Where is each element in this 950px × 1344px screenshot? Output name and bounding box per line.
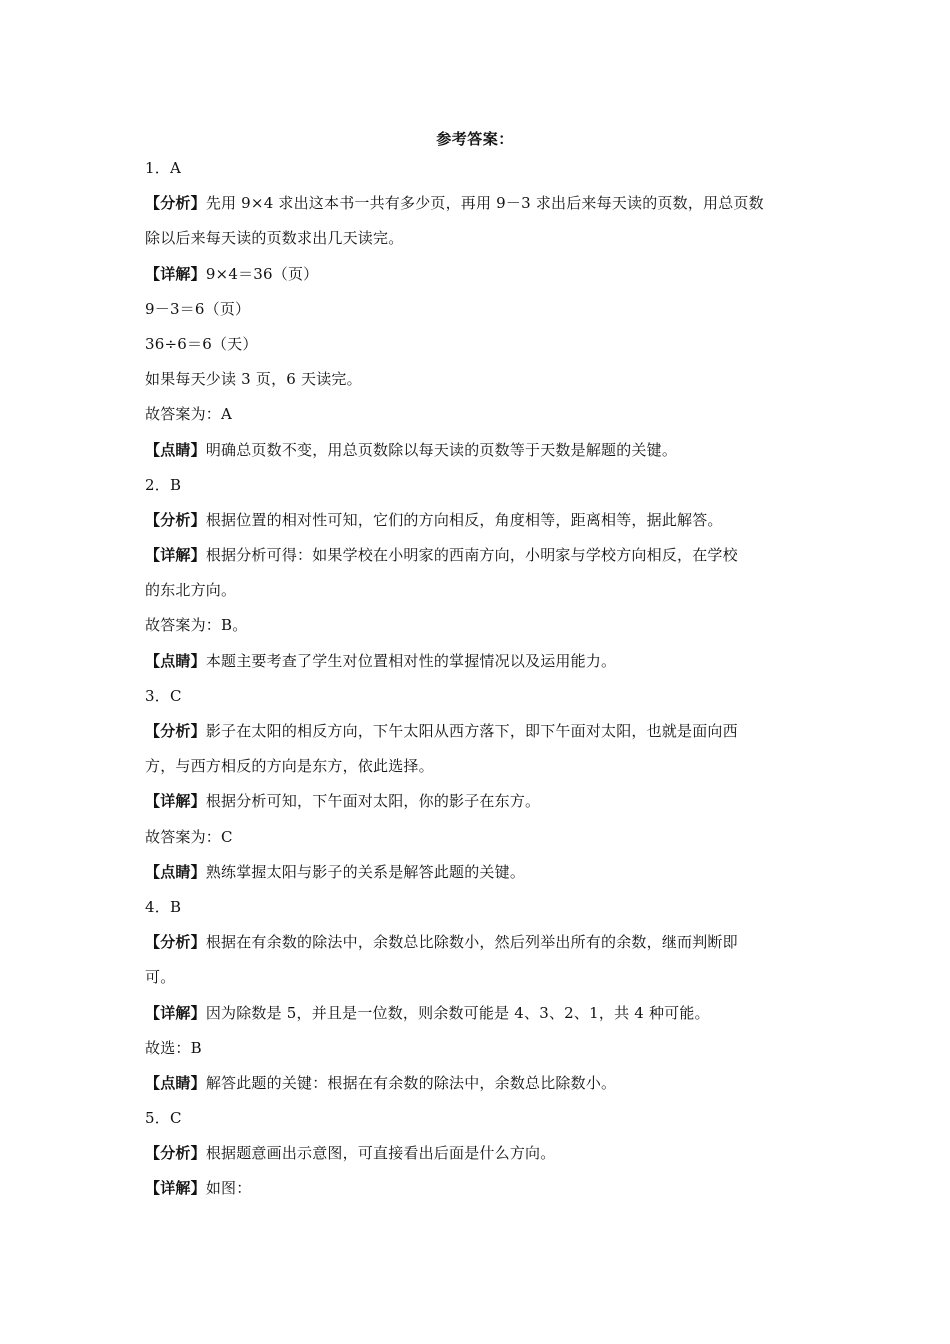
- section-tag: 【详解】: [145, 264, 206, 283]
- section-tag: 【详解】: [145, 792, 206, 811]
- answer-line: [145, 292, 813, 327]
- answer-line: [145, 1031, 813, 1066]
- line-text: 如图：: [205, 1179, 252, 1198]
- line-text: 明确总页数不变，用总页数除以每天读的页数等于天数是解题的关键。: [205, 440, 678, 459]
- answer-line: [145, 186, 813, 221]
- line-text: 如果每天少读 3 页，6 天读完。: [145, 370, 362, 389]
- section-tag: 【点睛】: [145, 440, 206, 459]
- section-tag: 【分析】: [145, 933, 206, 952]
- answer-line: [145, 538, 813, 573]
- answer-line: [145, 257, 813, 292]
- answer-line: [145, 151, 813, 186]
- answer-line: [145, 573, 813, 608]
- answer-line: [145, 397, 813, 432]
- answer-line: [145, 820, 813, 855]
- line-text: 故答案为：A: [145, 405, 233, 424]
- section-tag: 【点睛】: [145, 651, 206, 670]
- answer-line: [145, 1066, 813, 1101]
- answer-line: [145, 221, 813, 256]
- answer-line: [145, 1171, 813, 1206]
- line-text: 根据在有余数的除法中，余数总比除数小，然后列举出所有的余数，继而判断即: [205, 933, 738, 952]
- answer-line: [145, 960, 813, 995]
- section-tag: 【分析】: [145, 722, 206, 740]
- answer-line: [145, 679, 813, 714]
- line-text: 故选：B: [145, 1038, 202, 1057]
- line-text: 除以后来每天读的页数求出几天读完。: [145, 229, 404, 248]
- answer-line: [145, 749, 813, 784]
- answer-line: [145, 644, 813, 679]
- line-text: 36÷6＝6（天）: [145, 334, 258, 353]
- line-text: 9－3＝6（页）: [145, 299, 251, 318]
- section-tag: 【点睛】: [145, 862, 206, 881]
- section-tag: 【详解】: [145, 546, 206, 565]
- line-text: 可。: [145, 968, 176, 987]
- line-text: 5．C: [145, 1109, 182, 1128]
- answer-line: [145, 503, 813, 538]
- answer-line: [145, 1101, 813, 1136]
- line-text: 根据位置的相对性可知，它们的方向相反，角度相等，距离相等，据此解答。: [205, 510, 723, 529]
- line-text: 本题主要考查了学生对位置相对性的掌握情况以及运用能力。: [205, 651, 617, 670]
- line-text: 根据分析可得：如果学校在小明家的西南方向，小明家与学校方向相反，在学校: [205, 546, 738, 565]
- answer-line: [145, 925, 813, 960]
- line-text: 4．B: [145, 897, 182, 916]
- answer-line: [145, 433, 813, 468]
- line-text: 9×4＝36（页）: [205, 264, 319, 283]
- answer-content: [145, 151, 813, 1207]
- line-text: 先用 9×4 求出这本书一共有多少页，再用 9－3 求出后来每天读的页数，用总页数: [205, 194, 764, 213]
- line-text: 的东北方向。: [145, 581, 237, 600]
- answer-line: [145, 608, 813, 643]
- line-text: 故答案为：C: [145, 827, 233, 846]
- answer-line: [145, 855, 813, 890]
- line-text: 因为除数是 5，并且是一位数，则余数可能是 4、3、2、1，共 4 种可能。: [205, 1003, 710, 1022]
- line-text: 3．C: [145, 686, 182, 705]
- section-tag: 【分析】: [145, 1144, 206, 1163]
- page-title: 参考答案：: [436, 130, 514, 148]
- section-tag: 【详解】: [145, 1003, 206, 1022]
- answer-line: [145, 362, 813, 397]
- line-text: 1．A: [145, 159, 181, 177]
- answer-line: [145, 714, 813, 749]
- section-tag: 【分析】: [145, 510, 206, 529]
- answer-line: [145, 890, 813, 925]
- section-tag: 【点睛】: [145, 1073, 206, 1092]
- answer-line: [145, 468, 813, 503]
- line-text: 根据分析可知，下午面对太阳，你的影子在东方。: [205, 792, 541, 811]
- section-tag: 【详解】: [145, 1179, 206, 1198]
- line-text: 故答案为：B。: [145, 616, 248, 635]
- section-tag: 【分析】: [145, 194, 206, 213]
- line-text: 2．B: [145, 475, 182, 494]
- line-text: 方，与西方相反的方向是东方，依此选择。: [145, 757, 434, 776]
- answer-line: [145, 996, 813, 1031]
- answer-line: [145, 1136, 813, 1171]
- answer-line: [145, 327, 813, 362]
- line-text: 解答此题的关键：根据在有余数的除法中，余数总比除数小。: [205, 1073, 617, 1092]
- line-text: 熟练掌握太阳与影子的关系是解答此题的关键。: [205, 862, 526, 881]
- line-text: 根据题意画出示意图，可直接看出后面是什么方向。: [205, 1144, 556, 1163]
- answer-line: [145, 784, 813, 819]
- line-text: 影子在太阳的相反方向，下午太阳从西方落下，即下午面对太阳，也就是面向西: [205, 722, 738, 740]
